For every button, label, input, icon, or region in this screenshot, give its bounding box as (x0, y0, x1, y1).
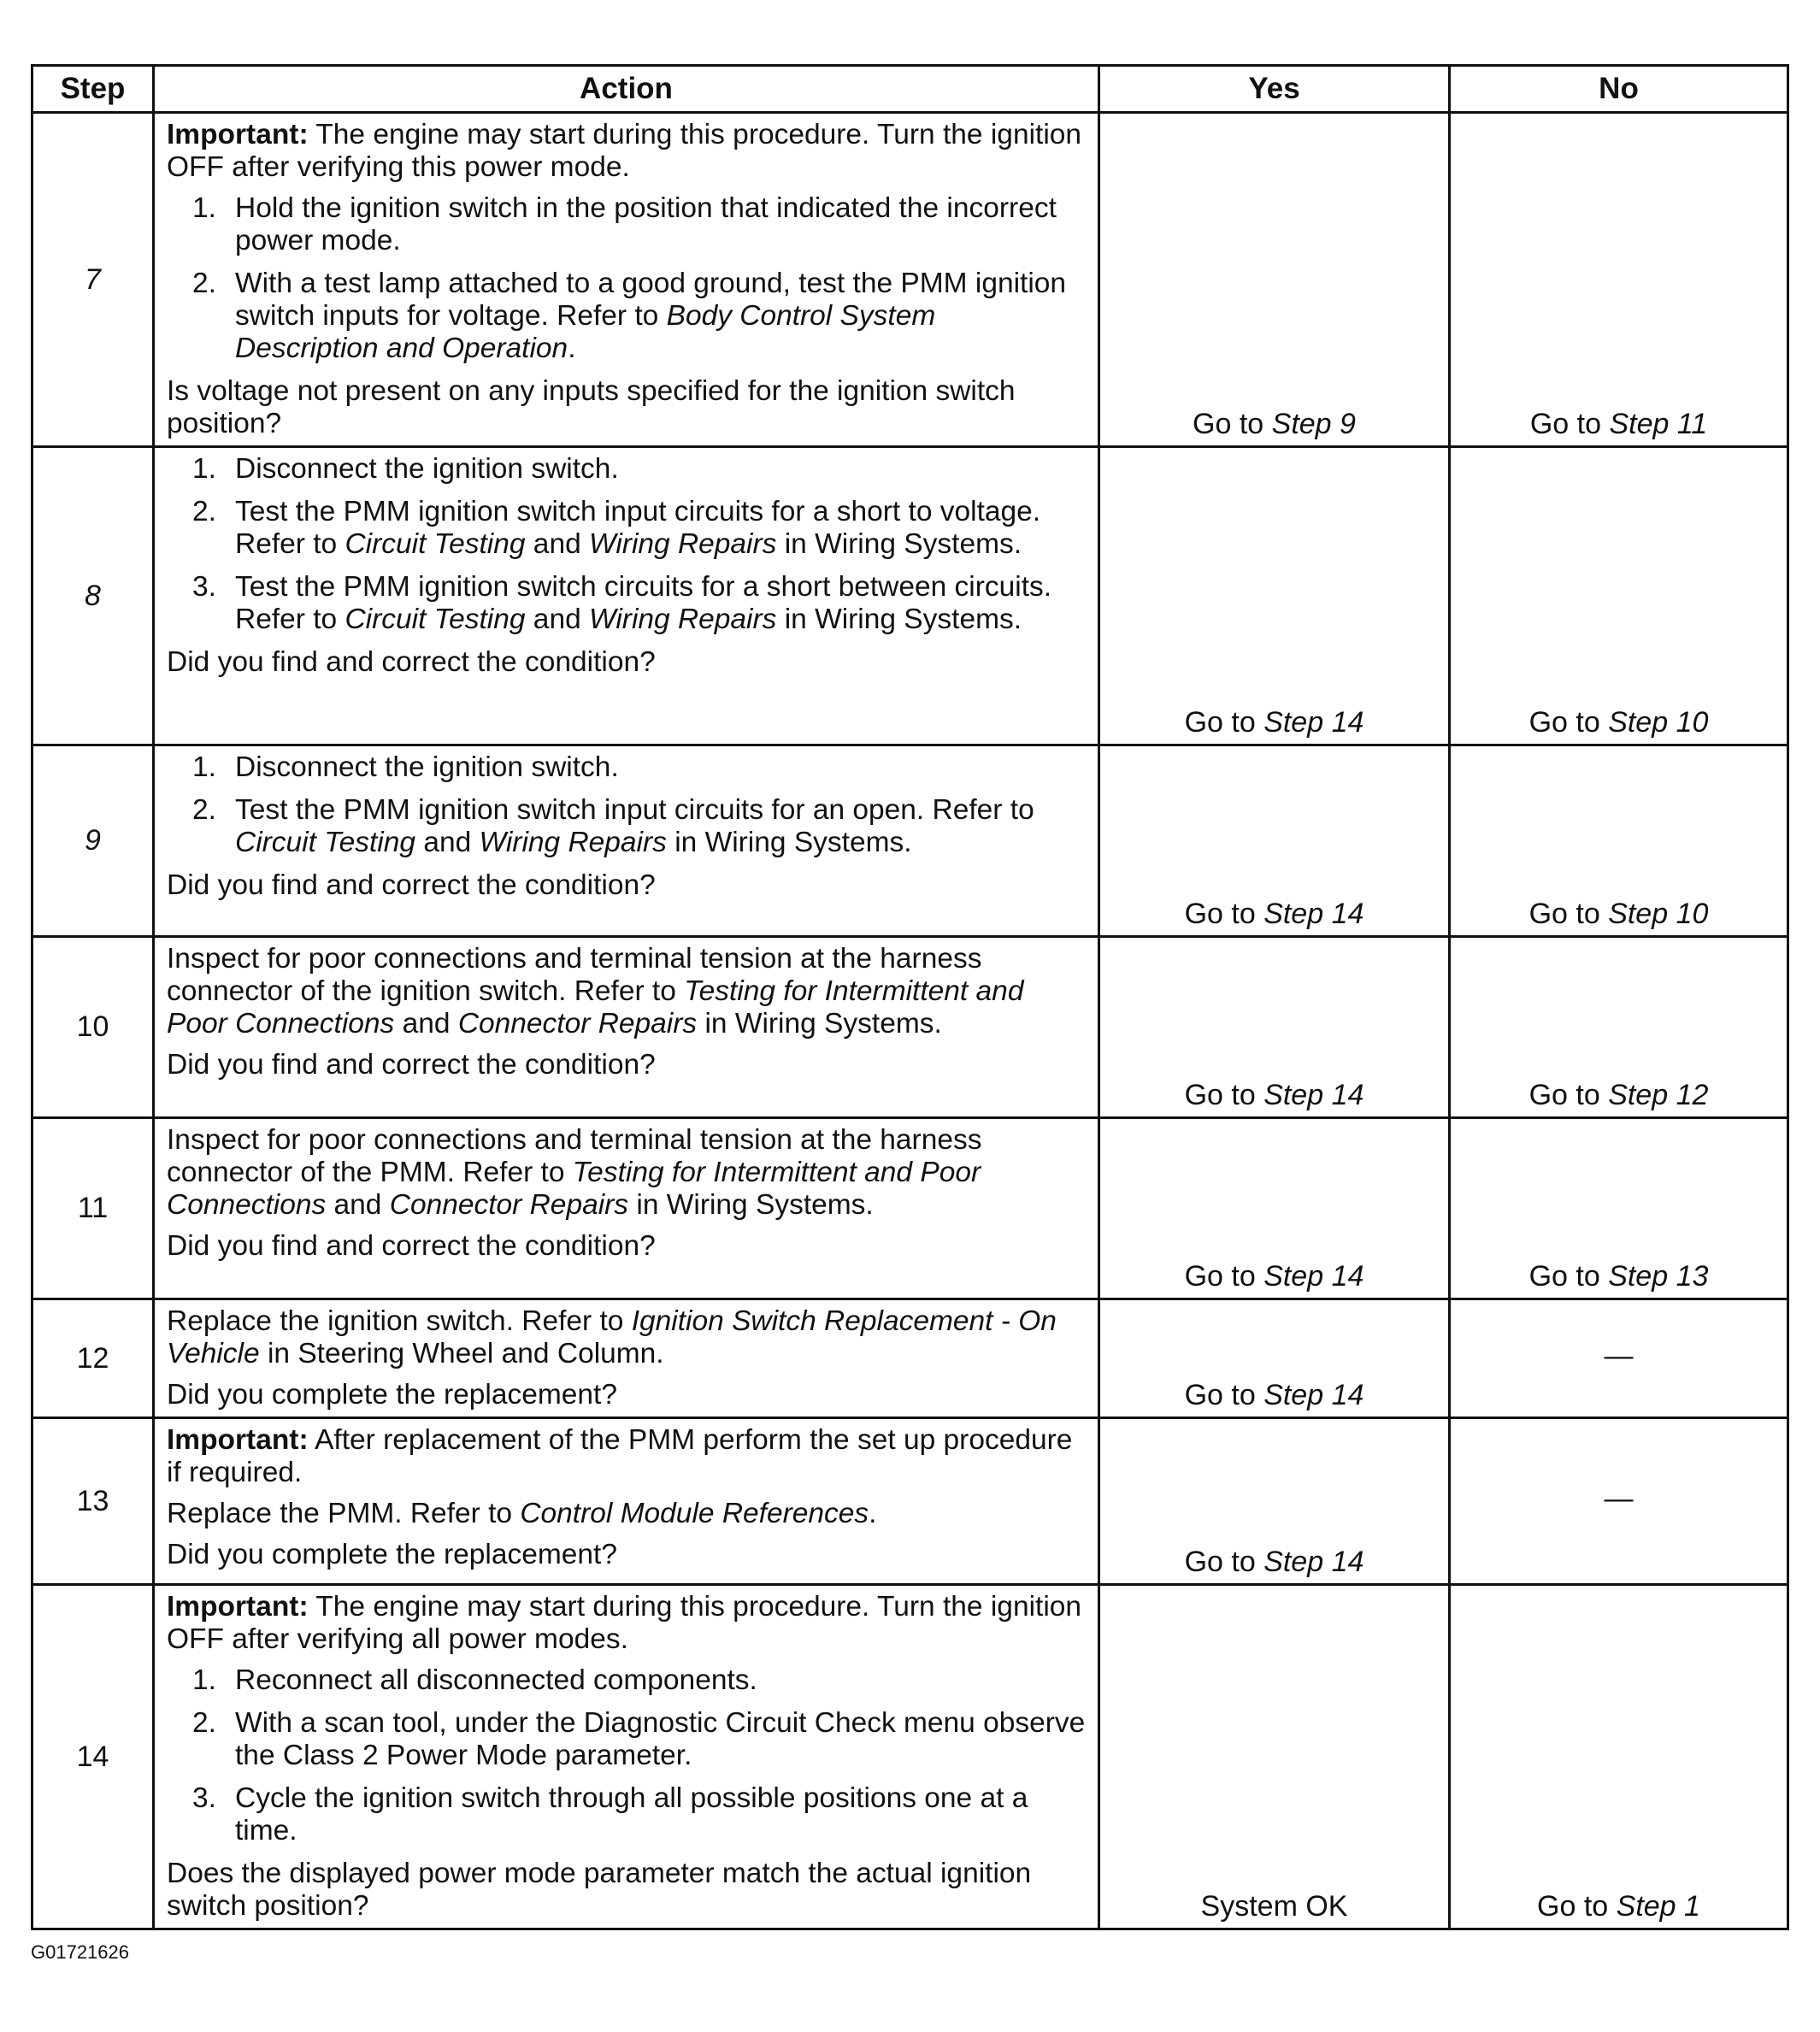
reference-text: Wiring Repairs (589, 604, 777, 635)
text-run: Hold the ignition switch in the position that indicated the incorrect power mode. (235, 192, 1057, 256)
reference-text: Connector Repairs (457, 1008, 698, 1040)
table-row (32, 1118, 1788, 1299)
question-text: Did you find and correct the condition? (167, 1230, 656, 1262)
step-number: 11 (32, 1118, 154, 1299)
action-steps-list (167, 192, 1086, 365)
important-text: After replacement of the PMM perform the set up procedure if required. (167, 1424, 1073, 1488)
text-run: in Wiring Systems. (666, 827, 912, 858)
reference-text: Body Control System Description and Operation (235, 300, 936, 364)
text-run: Inspect for poor connections and terminal tension at the harness connector of the ignition switch. Refer to (167, 943, 982, 1007)
important-note (167, 119, 1086, 184)
no-result (1450, 447, 1788, 745)
list-item (167, 192, 1086, 257)
action-cell (154, 1118, 1099, 1299)
text-run: . (568, 333, 576, 364)
text-run: in Wiring Systems. (628, 1189, 874, 1221)
yes-result (1099, 937, 1450, 1118)
header-yes: Yes (1099, 66, 1450, 113)
step-reference: Step 10 (1608, 898, 1709, 930)
action-steps-list (167, 453, 1086, 636)
list-item (167, 1664, 1086, 1697)
table-header-row (32, 66, 1788, 113)
goto-text: Go to (1528, 898, 1609, 930)
yes-result (1099, 1118, 1450, 1299)
question-text: Is voltage not present on any inputs specified for the ignition switch position? (167, 375, 1016, 439)
text-run: and (326, 1189, 390, 1221)
text-run: Disconnect the ignition switch. (235, 453, 619, 485)
step-reference: Step 14 (1263, 1379, 1364, 1411)
important-label: Important: (167, 1591, 309, 1623)
goto-text: Go to (1537, 1890, 1617, 1923)
text-run: Disconnect the ignition switch. (235, 751, 619, 783)
list-number: 2. (192, 794, 216, 826)
step-number: 7 (32, 113, 154, 447)
header-action: Action (154, 66, 1099, 113)
text-run: and (415, 827, 480, 858)
instruction-text (167, 1498, 1086, 1530)
important-note (167, 1591, 1086, 1656)
step-reference: Step 10 (1608, 706, 1709, 739)
action-steps-list (167, 751, 1086, 859)
no-result (1450, 1118, 1788, 1299)
header-no: No (1450, 66, 1788, 113)
text-run: Test the PMM ignition switch circuits for a short between circuits. Refer to (235, 571, 1052, 635)
result-text: System OK (1200, 1890, 1348, 1923)
list-item (167, 1782, 1086, 1847)
list-item (167, 268, 1086, 365)
reference-text: Control Module References (520, 1498, 869, 1529)
table-row (32, 745, 1788, 937)
step-reference: Step 11 (1609, 408, 1708, 440)
yes-result (1099, 1585, 1450, 1929)
text-run: Inspect for poor connections and terminal tension at the harness connector of the PMM. Refer to (167, 1124, 982, 1188)
no-result (1450, 745, 1788, 937)
step-reference: Step 14 (1263, 1546, 1364, 1578)
text-run: With a scan tool, under the Diagnostic Circuit Check menu observe the Class 2 Power Mode parameter. (235, 1707, 1086, 1771)
text-run: Test the PMM ignition switch input circuits for an open. Refer to (235, 794, 1034, 826)
list-item (167, 1707, 1086, 1772)
yes-result (1099, 1299, 1450, 1418)
table-row (32, 1418, 1788, 1585)
step-reference: Step 14 (1263, 1260, 1364, 1293)
reference-text: Ignition Switch Replacement - On Vehicle (167, 1305, 1057, 1369)
action-cell (154, 1418, 1099, 1585)
goto-text: Go to (1184, 1379, 1264, 1411)
text-run: in Wiring Systems. (776, 528, 1022, 560)
goto-text: Go to (1528, 706, 1609, 739)
list-item (167, 453, 1086, 486)
text-run: Cycle the ignition switch through all possible positions one at a time. (235, 1782, 1028, 1846)
important-label: Important: (167, 1424, 309, 1456)
list-number: 3. (192, 1782, 216, 1814)
reference-text: Connector Repairs (389, 1189, 629, 1221)
question-text: Does the displayed power mode parameter match the actual ignition switch position? (167, 1858, 1032, 1922)
step-number: 14 (32, 1585, 154, 1929)
goto-text: Go to (1184, 1079, 1264, 1111)
not-applicable-dash: — (1604, 1482, 1634, 1515)
figure-id: G01721626 (31, 1941, 129, 1963)
table-body (32, 113, 1788, 1929)
list-number: 1. (192, 751, 216, 783)
goto-text: Go to (1193, 408, 1272, 440)
reference-text: Circuit Testing (345, 528, 526, 560)
text-run: and (394, 1008, 458, 1040)
action-cell (154, 1299, 1099, 1418)
goto-text: Go to (1529, 408, 1610, 440)
list-item (167, 794, 1086, 859)
step-reference: Step 9 (1271, 408, 1356, 440)
list-number: 2. (192, 268, 216, 299)
step-number: 9 (32, 745, 154, 937)
instruction-text (167, 943, 1086, 1040)
text-run: in Wiring Systems. (776, 604, 1022, 635)
text-run: Replace the ignition switch. Refer to (167, 1305, 632, 1337)
step-reference: Step 12 (1608, 1079, 1709, 1111)
important-note (167, 1424, 1086, 1489)
action-cell (154, 1585, 1099, 1929)
step-reference: Step 13 (1608, 1260, 1709, 1293)
reference-text: Wiring Repairs (479, 827, 667, 858)
action-cell (154, 113, 1099, 447)
list-item (167, 751, 1086, 784)
question-text: Did you complete the replacement? (167, 1539, 617, 1570)
procedure-sheet (31, 64, 1787, 1930)
yes-result (1099, 113, 1450, 447)
list-number: 1. (192, 453, 216, 485)
not-applicable-dash: — (1604, 1340, 1634, 1372)
instruction-text (167, 1305, 1086, 1370)
text-run: and (525, 604, 590, 635)
diagnostic-table (31, 64, 1789, 1930)
list-number: 1. (192, 192, 216, 224)
goto-text: Go to (1528, 1260, 1609, 1293)
step-reference: Step 14 (1263, 898, 1364, 930)
table-row (32, 113, 1788, 447)
text-run: in Wiring Systems. (697, 1008, 942, 1040)
yes-result (1099, 1418, 1450, 1585)
question-text: Did you find and correct the condition? (167, 646, 656, 678)
important-text: The engine may start during this procedure. Turn the ignition OFF after verifying all power modes. (167, 1591, 1082, 1655)
goto-text: Go to (1184, 706, 1264, 739)
table-row (32, 447, 1788, 745)
no-result (1450, 937, 1788, 1118)
list-item (167, 571, 1086, 636)
reference-text: Circuit Testing (345, 604, 526, 635)
text-run: Replace the PMM. Refer to (167, 1498, 521, 1529)
step-number: 10 (32, 937, 154, 1118)
no-result (1450, 1418, 1788, 1585)
yes-result (1099, 745, 1450, 937)
text-run: . (869, 1498, 877, 1529)
text-run: and (525, 528, 590, 560)
goto-text: Go to (1528, 1079, 1609, 1111)
table-row (32, 1299, 1788, 1418)
reference-text: Circuit Testing (235, 827, 416, 858)
list-number: 2. (192, 496, 216, 527)
reference-text: Testing for Intermittent and Poor Connections (167, 975, 1024, 1040)
important-text: The engine may start during this procedure. Turn the ignition OFF after verifying this power mode. (167, 119, 1082, 183)
action-cell (154, 447, 1099, 745)
text-run: With a test lamp attached to a good ground, test the PMM ignition switch inputs for voltage. Refer to (235, 268, 1067, 332)
text-run: Reconnect all disconnected components. (235, 1664, 757, 1696)
step-number: 13 (32, 1418, 154, 1585)
no-result (1450, 113, 1788, 447)
step-reference: Step 14 (1263, 1079, 1364, 1111)
header-step: Step (32, 66, 154, 113)
table-row (32, 937, 1788, 1118)
goto-text: Go to (1184, 1546, 1264, 1578)
goto-text: Go to (1184, 898, 1264, 930)
list-item (167, 496, 1086, 561)
instruction-text (167, 1124, 1086, 1222)
table-row (32, 1585, 1788, 1929)
important-label: Important: (167, 119, 309, 150)
goto-text: Go to (1184, 1260, 1264, 1293)
step-reference: Step 1 (1616, 1890, 1700, 1923)
text-run: in Steering Wheel and Column. (259, 1338, 664, 1369)
question-text: Did you complete the replacement? (167, 1379, 617, 1411)
step-reference: Step 14 (1263, 706, 1364, 739)
step-number: 8 (32, 447, 154, 745)
question-text: Did you find and correct the condition? (167, 1049, 656, 1081)
step-number: 12 (32, 1299, 154, 1418)
reference-text: Wiring Repairs (589, 528, 777, 560)
yes-result (1099, 447, 1450, 745)
action-cell (154, 745, 1099, 937)
no-result (1450, 1585, 1788, 1929)
text-run: Test the PMM ignition switch input circuits for a short to voltage. Refer to (235, 496, 1041, 560)
action-steps-list (167, 1664, 1086, 1847)
action-cell (154, 937, 1099, 1118)
list-number: 3. (192, 571, 216, 603)
question-text: Did you find and correct the condition? (167, 869, 656, 901)
reference-text: Testing for Intermittent and Poor Connections (167, 1157, 981, 1221)
no-result (1450, 1299, 1788, 1418)
list-number: 2. (192, 1707, 216, 1739)
list-number: 1. (192, 1664, 216, 1696)
